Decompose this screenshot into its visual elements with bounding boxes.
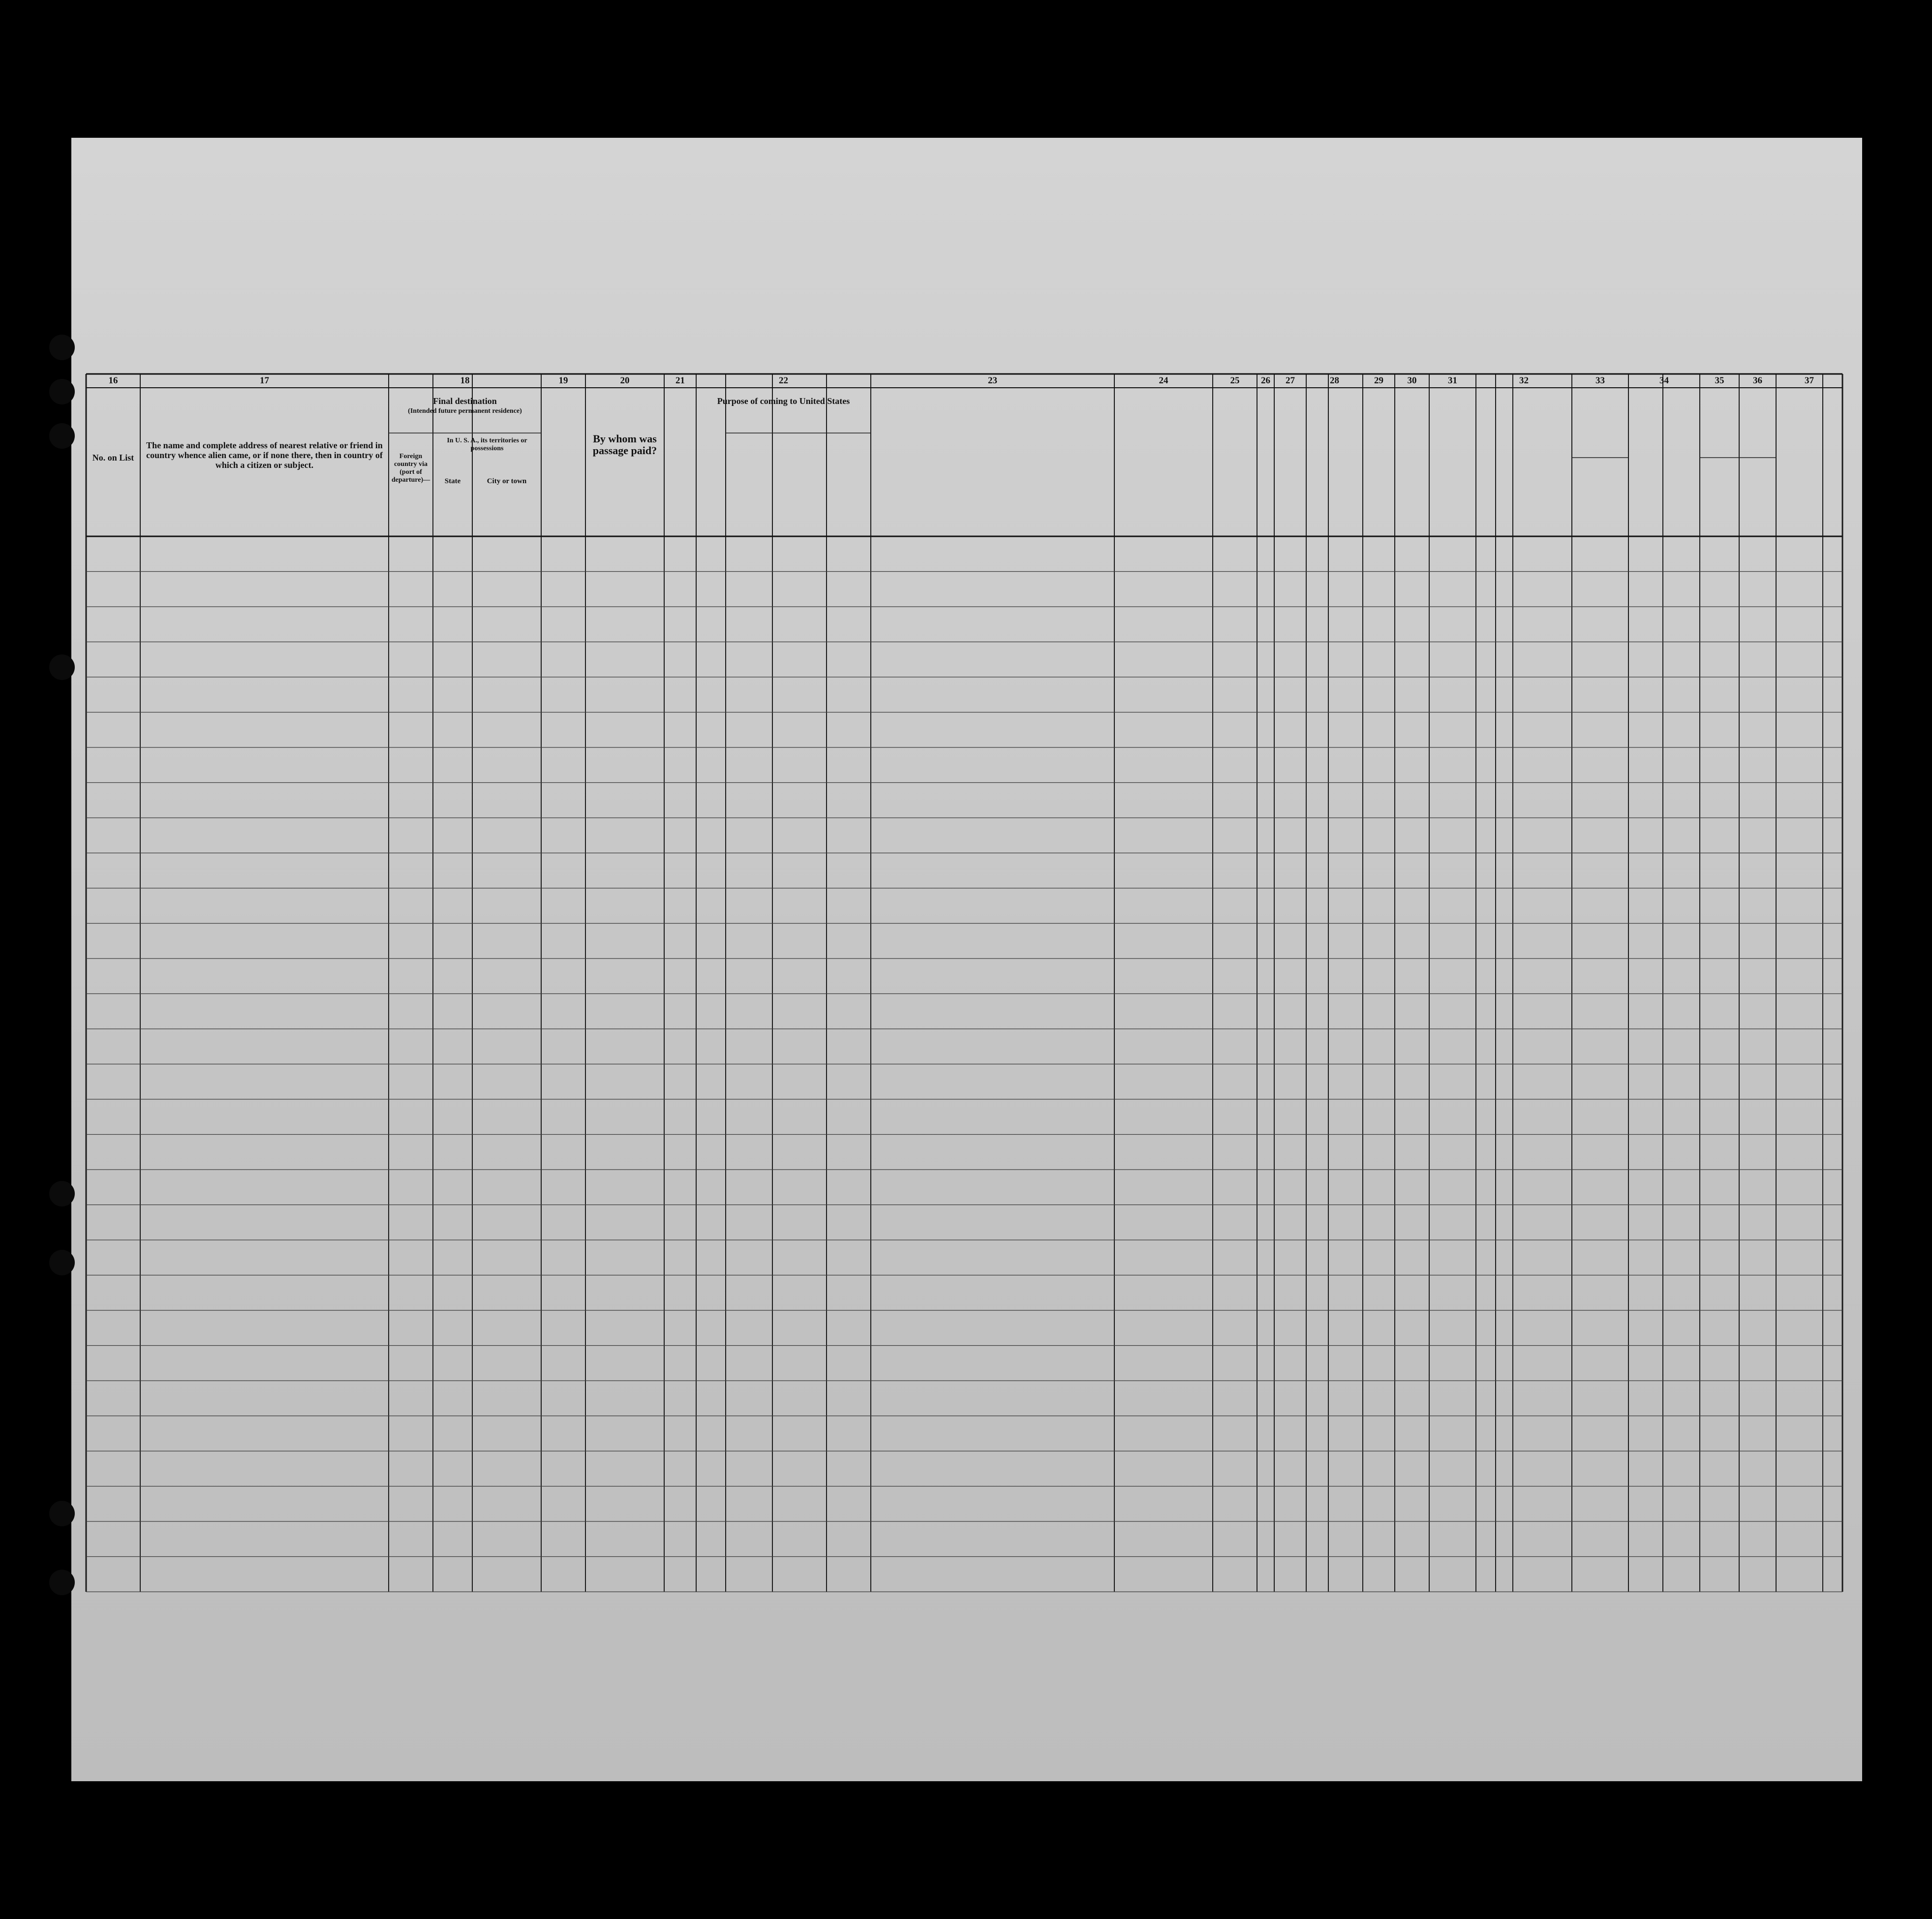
- binder-hole: [49, 654, 75, 680]
- column-number: 25: [1230, 375, 1240, 386]
- binder-hole: [49, 1501, 75, 1526]
- binder-hole: [49, 335, 75, 360]
- column-number: 20: [620, 375, 630, 386]
- column-number: 27: [1286, 375, 1295, 386]
- column-number: 31: [1448, 375, 1457, 386]
- column-number: 26: [1261, 375, 1270, 386]
- column-number: 29: [1374, 375, 1383, 386]
- binder-hole: [49, 1250, 75, 1275]
- column-number: 18: [460, 375, 470, 386]
- column-number: 24: [1159, 375, 1168, 386]
- header-state: State: [444, 477, 461, 485]
- binder-hole: [49, 1181, 75, 1207]
- column-number: 19: [558, 375, 568, 386]
- header-foreign-country: Foreign country via (port of departure)—: [391, 453, 430, 484]
- column-number: 21: [675, 375, 685, 386]
- column-number: 17: [260, 375, 269, 386]
- header-ever-before: Purpose of coming to United States: [717, 396, 850, 406]
- header-final-destination-sub: (Intended future permanent residence): [408, 407, 522, 415]
- column-number: 33: [1595, 375, 1605, 386]
- column-number: 28: [1330, 375, 1339, 386]
- column-number: 34: [1659, 375, 1669, 386]
- header-no-on-list: No. on List: [92, 453, 134, 463]
- header-final-destination: Final destination: [433, 396, 497, 406]
- header-relative: The name and complete address of nearest relative or friend in country whence alien came, or if none there, then in country of which a citizen or subject.: [146, 440, 383, 470]
- column-number: 16: [108, 375, 118, 386]
- column-number: 36: [1753, 375, 1762, 386]
- column-number: 23: [988, 375, 997, 386]
- header-passage-paid: By whom was passage paid?: [592, 433, 657, 457]
- column-number: 32: [1519, 375, 1529, 386]
- manifest-sheet: [71, 138, 1862, 1781]
- column-number: 30: [1407, 375, 1417, 386]
- binder-hole: [49, 379, 75, 404]
- header-usa: In U. S. A., its territories or possessions: [447, 437, 527, 452]
- column-number: 22: [779, 375, 788, 386]
- binder-hole: [49, 1570, 75, 1595]
- header-city: City or town: [487, 477, 527, 485]
- column-number: 37: [1805, 375, 1814, 386]
- binder-hole: [49, 423, 75, 449]
- column-number: 35: [1715, 375, 1724, 386]
